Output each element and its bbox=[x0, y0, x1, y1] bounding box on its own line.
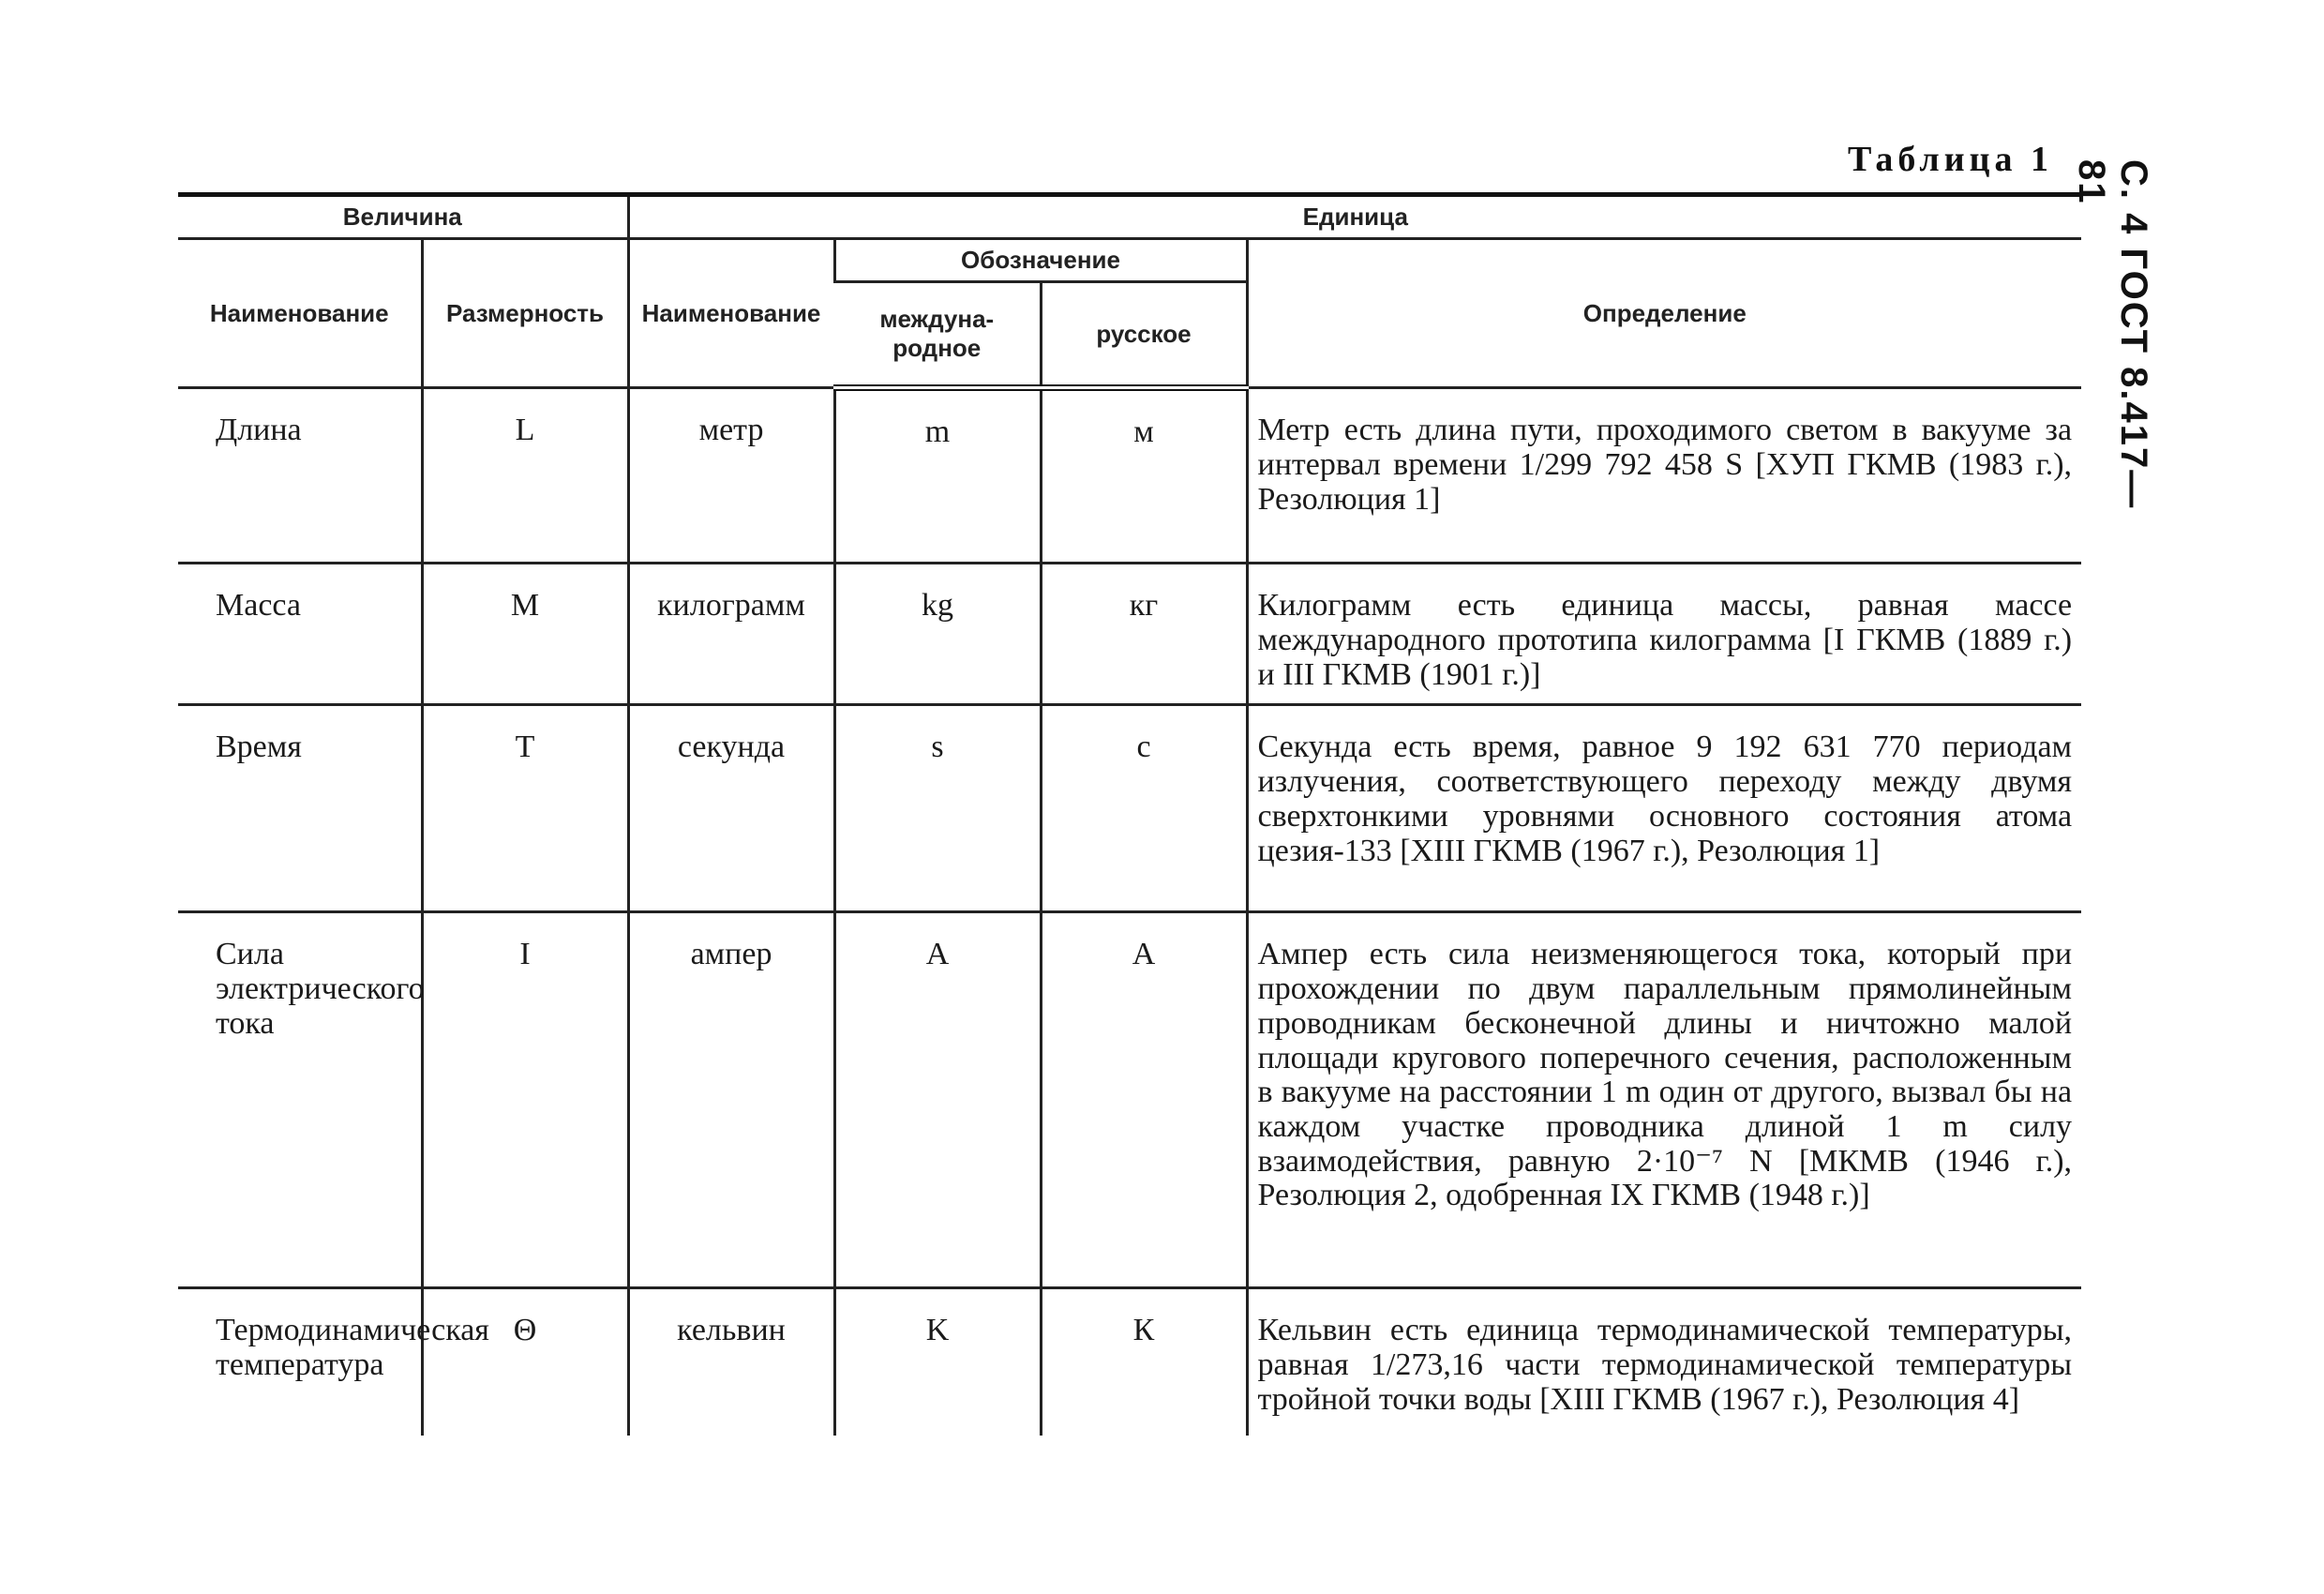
header-quantity-name: Наименование bbox=[178, 239, 422, 388]
quantity-name: Длина bbox=[178, 388, 422, 564]
unit-definition: Метр есть длина пути, проходимого светом в вакууме за интервал времени 1/299 792 458 S [ХУП ГКМВ (1983 г.), Резолюция 1] bbox=[1247, 388, 2081, 564]
document-side-header: С. 4 ГОСТ 8.417—81 bbox=[2071, 159, 2154, 510]
quantity-name: Масса bbox=[178, 564, 422, 705]
header-designation: Обозначение bbox=[834, 239, 1247, 282]
table-row bbox=[178, 705, 2081, 912]
unit-name: секунда bbox=[628, 705, 834, 912]
dimension-symbol: M bbox=[422, 564, 628, 705]
unit-name: ампер bbox=[628, 912, 834, 1288]
header-dimension: Размерность bbox=[422, 239, 628, 388]
quantity-name: Термодинамическая температура bbox=[216, 1313, 489, 1383]
header-international: междуна-родное bbox=[834, 282, 1041, 388]
international-symbol: K bbox=[834, 1288, 1041, 1436]
table-title: Таблица 1 bbox=[1847, 140, 2053, 179]
dimension-symbol: Θ bbox=[422, 1288, 628, 1436]
russian-symbol: с bbox=[1041, 705, 1247, 912]
header-russian: русское bbox=[1041, 282, 1247, 388]
unit-name: метр bbox=[628, 388, 834, 564]
unit-definition: Ампер есть сила неизменяющегося тока, который при прохождении по двум параллельным прямолинейным проводникам бесконечной длины и ничтожно малой площади кругового поперечного сечения, расположенным в вакууме на расстоянии 1 m один от другого, вызвал бы на каждом участке проводника длиной 1 m силу взаимодействия, равную 2·10⁻⁷ N [МКМВ (1946 г.), Резолюция 2, одобренная IX ГКМВ (1948 г.)] bbox=[1247, 912, 2081, 1288]
unit-name: кельвин bbox=[628, 1288, 834, 1436]
table-row bbox=[178, 564, 2081, 705]
quantity-name: Сила электрического тока bbox=[178, 912, 422, 1288]
dimension-symbol: I bbox=[422, 912, 628, 1288]
header-quantity: Величина bbox=[178, 195, 628, 239]
units-table bbox=[178, 192, 2081, 1436]
header-unit: Единица bbox=[628, 195, 2081, 239]
header-row-1 bbox=[178, 195, 2081, 239]
international-symbol: kg bbox=[834, 564, 1041, 705]
table-row bbox=[178, 1288, 2081, 1436]
russian-symbol: кг bbox=[1041, 564, 1247, 705]
international-symbol: A bbox=[834, 912, 1041, 1288]
russian-symbol: А bbox=[1041, 912, 1247, 1288]
dimension-symbol: L bbox=[422, 388, 628, 564]
quantity-name: Время bbox=[178, 705, 422, 912]
header-definition: Определение bbox=[1247, 239, 2081, 388]
table-row bbox=[178, 388, 2081, 564]
russian-symbol: К bbox=[1041, 1288, 1247, 1436]
table-row bbox=[178, 912, 2081, 1288]
international-symbol: s bbox=[834, 705, 1041, 912]
unit-name: килограмм bbox=[628, 564, 834, 705]
header-unit-name: Наименование bbox=[628, 239, 834, 388]
russian-symbol: м bbox=[1041, 388, 1247, 564]
international-symbol: m bbox=[834, 388, 1041, 564]
unit-definition: Килограмм есть единица массы, равная массе международного прототипа килограмма [I ГКМВ (1889 г.) и III ГКМВ (1901 г.)] bbox=[1247, 564, 2081, 705]
unit-definition: Секунда есть время, равное 9 192 631 770 периодам излучения, соответствующего переходу между двумя сверхтонкими уровнями основного состояния атома цезия-133 [XIII ГКМВ (1967 г.), Резолюция 1] bbox=[1247, 705, 2081, 912]
dimension-symbol: T bbox=[422, 705, 628, 912]
unit-definition: Кельвин есть единица термодинамической температуры, равная 1/273,16 части термодинамической температуры тройной точки воды [XIII ГКМВ (1967 г.), Резолюция 4] bbox=[1247, 1288, 2081, 1436]
header-row-2 bbox=[178, 239, 2081, 282]
